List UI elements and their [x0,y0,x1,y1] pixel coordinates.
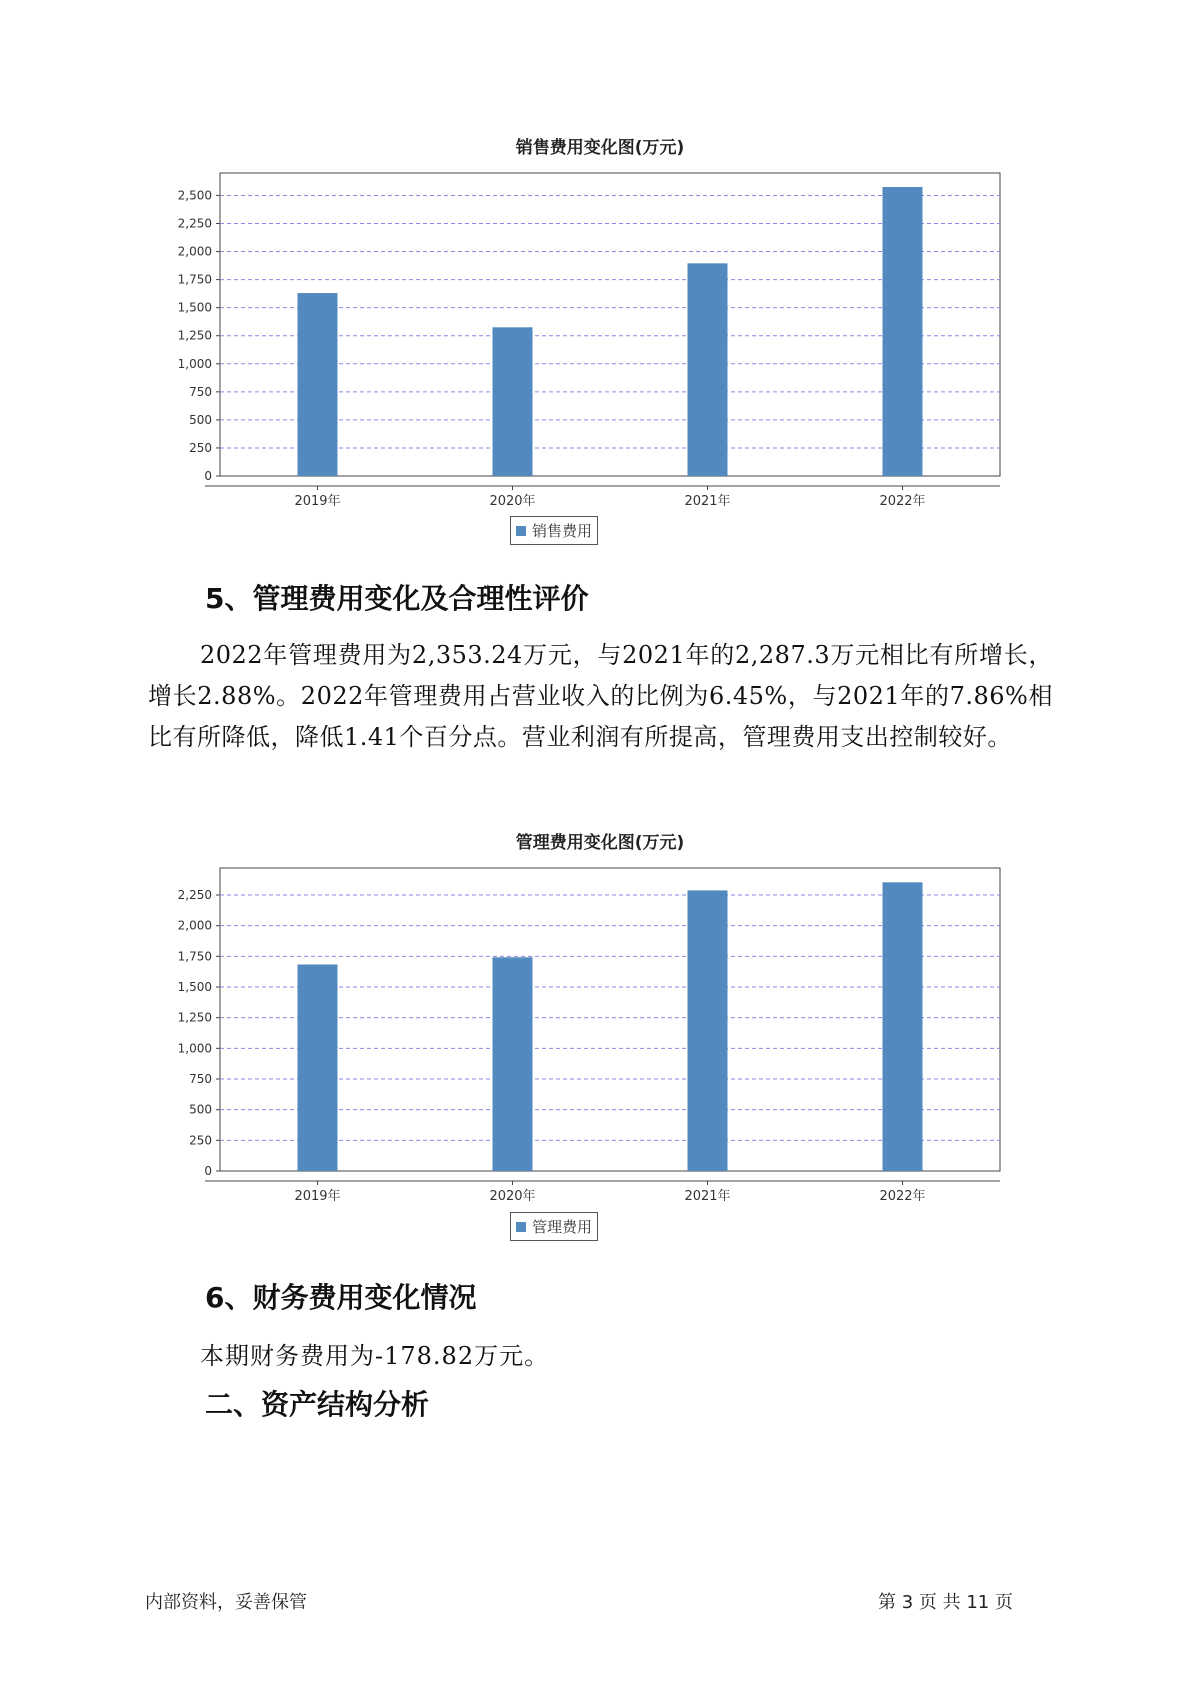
x-tick-label: 2021年 [684,1189,731,1204]
sales-chart-svg [150,133,1050,553]
y-tick-label: 2,250 [177,216,212,231]
y-tick-label: 250 [189,440,212,455]
footer-page-number: 第 3 页 共 11 页 [878,1592,1013,1613]
legend-label: 管理费用 [532,1218,593,1236]
sales-chart-legend [510,516,598,545]
x-tick-label: 2021年 [684,494,731,509]
x-tick-label: 2020年 [489,1189,536,1204]
x-tick-label: 2019年 [294,1189,341,1204]
admin-chart-legend [510,1212,598,1241]
y-tick-label: 750 [189,1071,212,1086]
x-tick-label: 2019年 [294,494,341,509]
y-tick-label: 2,500 [177,188,212,203]
y-tick-label: 500 [189,412,212,427]
bar [493,957,533,1171]
bar [883,187,923,476]
section-two-heading: 二、资产结构分析 [205,1388,430,1421]
y-tick-label: 2,250 [177,887,212,902]
section-6-text: 本期财务费用为-178.82万元。 [200,1342,550,1370]
bar [298,964,338,1171]
y-tick-label: 1,750 [177,949,212,964]
admin-expense-chart [150,828,1050,1248]
legend-swatch [516,1222,526,1232]
y-tick-label: 500 [189,1102,212,1117]
x-tick-label: 2022年 [879,494,926,509]
y-tick-label: 1,250 [177,328,212,343]
y-tick-label: 750 [189,384,212,399]
y-tick-label: 250 [189,1133,212,1148]
y-tick-label: 2,000 [177,244,212,259]
y-tick-label: 1,750 [177,272,212,287]
y-tick-label: 1,500 [177,979,212,994]
x-tick-label: 2022年 [879,1189,926,1204]
y-tick-label: 2,000 [177,918,212,933]
y-tick-label: 1,500 [177,300,212,315]
y-tick-label: 1,000 [177,356,212,371]
section-6-heading: 6、财务费用变化情况 [205,1281,477,1314]
section-5-heading: 5、管理费用变化及合理性评价 [205,582,589,615]
y-tick-label: 1,250 [177,1010,212,1025]
legend-label: 销售费用 [532,522,593,540]
bar [688,890,728,1171]
section-5-paragraph: 2022年管理费用为2,353.24万元，与2021年的2,287.3万元相比有所增长，增长2.88%。2022年管理费用占营业收入的比例为6.45%，与2021年的7.86%相比有所降低，降低1.41个百分点。营业利润有所提高，管理费用支出控制较好。 [148,641,1053,751]
bar [493,327,533,476]
legend-swatch [516,526,526,536]
bar [883,882,923,1171]
y-tick-label: 0 [204,469,212,483]
admin-chart-svg [150,828,1050,1248]
y-tick-label: 1,000 [177,1041,212,1056]
admin-chart-title: 管理费用变化图(万元) [515,833,685,853]
footer-left: 内部资料，妥善保管 [145,1592,307,1613]
x-tick-label: 2020年 [489,494,536,509]
sales-chart-title: 销售费用变化图(万元) [515,138,685,158]
sales-expense-chart [150,133,1050,553]
bar [688,263,728,476]
bar [298,293,338,476]
y-tick-label: 0 [204,1164,212,1178]
